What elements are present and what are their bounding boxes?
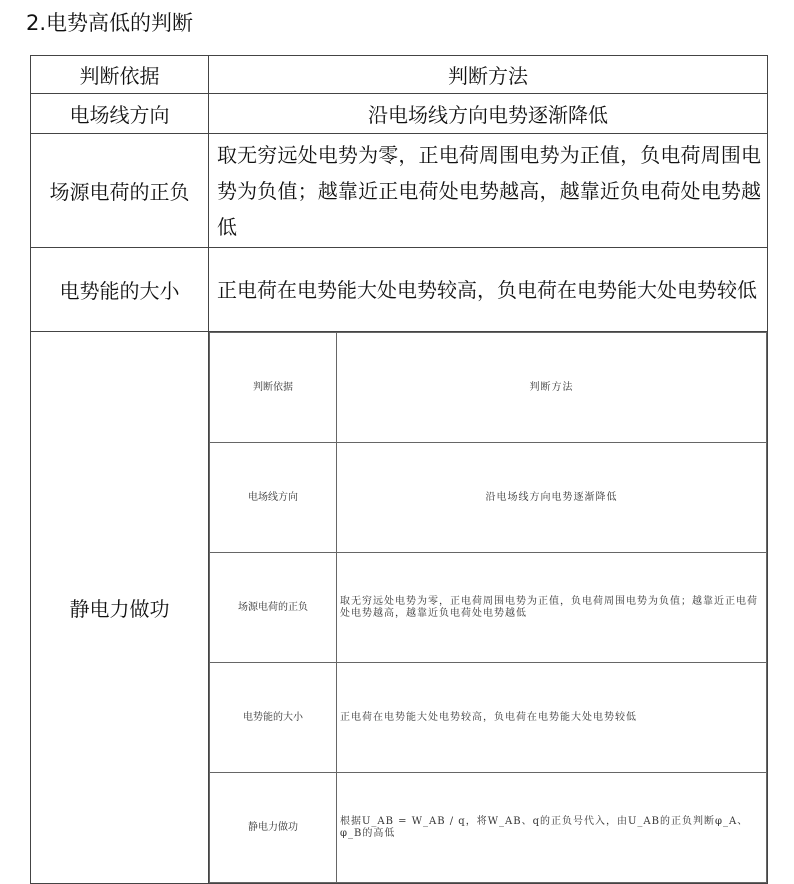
inset-header-method: 判断方法 [337, 333, 767, 443]
table-row [31, 94, 768, 134]
inset-row-method: 沿电场线方向电势逐渐降低 [337, 443, 767, 553]
inset-vars: W_AB、q [487, 815, 540, 827]
table-row [31, 248, 768, 332]
row-method: 沿电场线方向电势逐渐降低 [209, 94, 768, 134]
inset-row-basis: 场源电荷的正负 [210, 553, 337, 663]
inset-row-basis: 静电力做功 [210, 773, 337, 883]
row-method: 正电荷在电势能大处电势较高，负电荷在电势能大处电势较低 [209, 248, 768, 332]
header-method: 判断方法 [209, 56, 768, 94]
inset-var-phi: φ_A、φ_B [340, 815, 749, 839]
inset-text: 的高低 [362, 827, 396, 839]
inset-row [210, 553, 767, 663]
inset-row-method [337, 773, 767, 883]
inset-row-method: 正电荷在电势能大处电势较高，负电荷在电势能大处电势较低 [337, 663, 767, 773]
inset-text: ，将 [465, 815, 488, 827]
inset-text: 的正负判断 [659, 815, 715, 827]
inset-row-method: 取无穷远处电势为零，正电荷周围电势为正值，负电荷周围电势为负值；越靠近正电荷处电势越高，越靠近负电荷处电势越低 [337, 553, 767, 663]
row-method: 取无穷远处电势为零，正电荷周围电势为正值，负电荷周围电势为负值；越靠近正电荷处电势越高，越靠近负电荷处电势越低 [209, 134, 768, 248]
inset-header-row [210, 333, 767, 443]
inset-row [210, 773, 767, 883]
potential-judgment-table [30, 55, 768, 884]
row-basis: 电场线方向 [31, 94, 209, 134]
embedded-table [209, 332, 767, 883]
header-basis: 判断依据 [31, 56, 209, 94]
inset-text: 根据 [340, 815, 362, 827]
inset-text: 的正负号代入，由 [539, 815, 628, 827]
inset-row [210, 663, 767, 773]
inset-row-basis: 电势能的大小 [210, 663, 337, 773]
inset-row [210, 443, 767, 553]
inset-row-basis: 电场线方向 [210, 443, 337, 553]
table-row [31, 134, 768, 248]
embedded-table-image [209, 332, 768, 884]
inset-formula: U_AB = W_AB / q [362, 815, 466, 827]
row-basis: 静电力做功 [31, 332, 209, 884]
inset-header-basis: 判断依据 [210, 333, 337, 443]
section-title: 2.电势高低的判断 [26, 11, 194, 35]
row-basis: 电势能的大小 [31, 248, 209, 332]
table-header-row [31, 56, 768, 94]
table-row [31, 332, 768, 884]
row-basis: 场源电荷的正负 [31, 134, 209, 248]
inset-var-u: U_AB [627, 815, 660, 827]
